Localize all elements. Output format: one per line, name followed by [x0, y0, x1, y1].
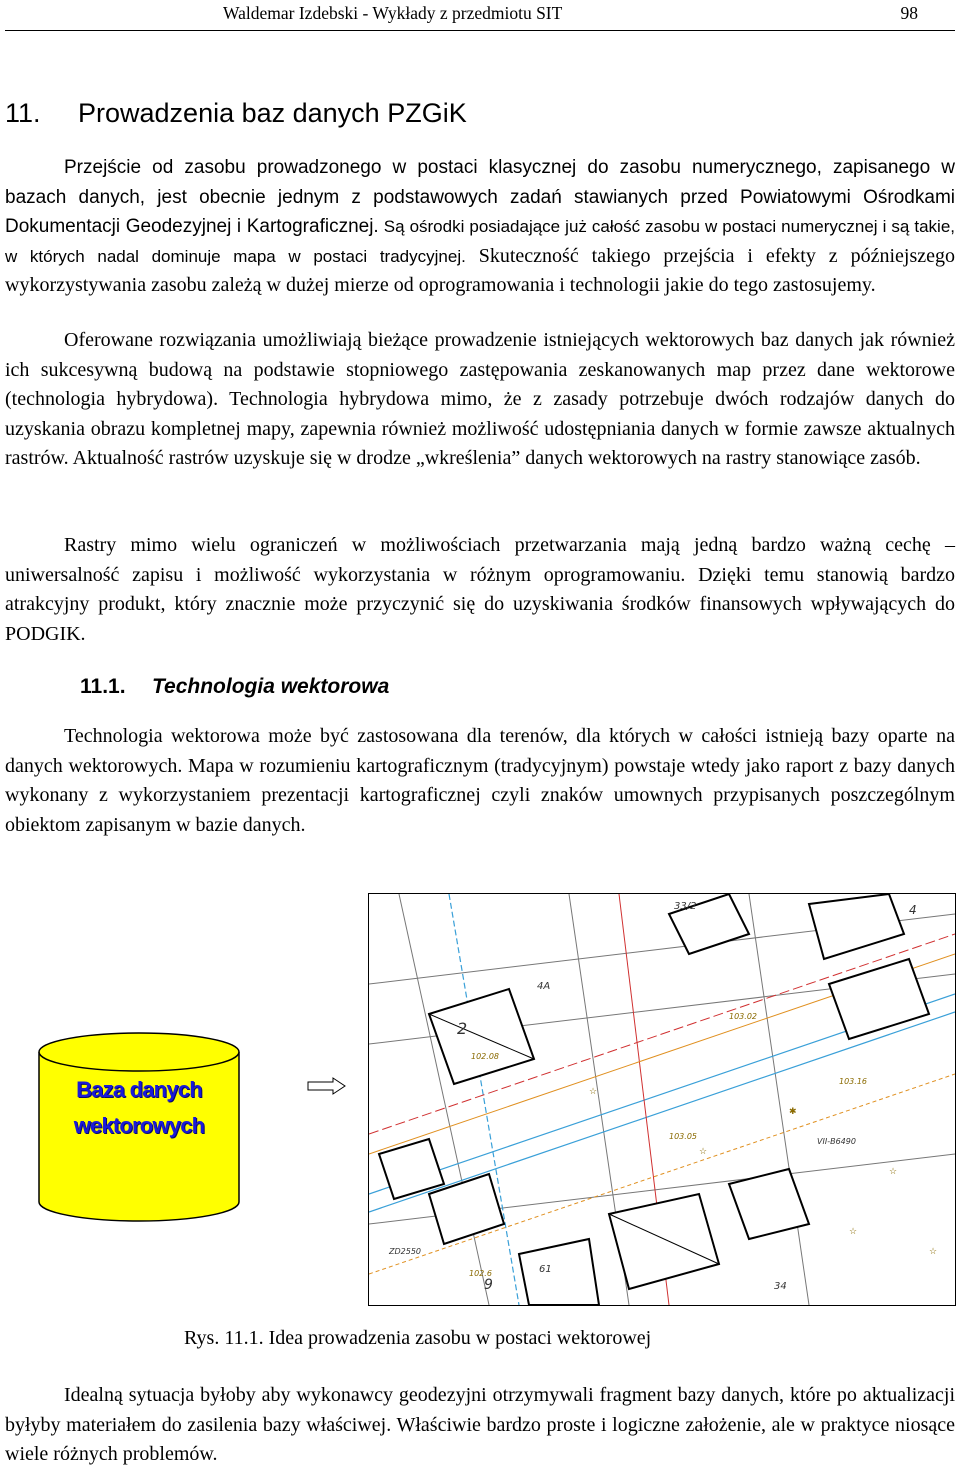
map-label: 33/2 [674, 901, 697, 912]
map-label: 61 [539, 1264, 552, 1275]
map-label: 102.08 [471, 1052, 499, 1061]
subsection-title: Technologia wektorowa [152, 675, 390, 698]
header-divider [5, 30, 955, 31]
svg-text:☆: ☆ [889, 1166, 898, 1176]
svg-text:✱: ✱ [789, 1106, 797, 1116]
cylinder-label-line1: Baza danych [76, 1077, 202, 1102]
vector-map-image [368, 893, 956, 1306]
paragraph-2: Oferowane rozwiązania umożliwiają bieżące prowadzenie istniejących wektorowych baz danych jak również ich sukcesywną budową na podstawie stopniowego zastępowania zeskanowanych map przez dane wektorowe (technologia hybrydowa). Technologia hybrydowa mimo, że z zasady potrzebuje dwóch rodzajów danych do uzyskania obrazu kompletnej mapy, zapewnia również możliwość udostępniania danych w formie zawsze aktualnych rastrów. Aktualność rastrów uzyskuje się w drodze „wkreślenia” danych wektorowych na rastry stanowiące zasób. [5, 329, 955, 470]
paragraph-1-sans: Przejście od zasobu prowadzonego w postaci klasycznej do zasobu numerycznego, zapisanego w bazach danych, jest obecnie jednym z podstawowych zadań stawianych przed Powiatowymi Ośrodkami Dokumentacji Geodezyjnej i Kartograficznej. [5, 157, 955, 238]
svg-text:☆: ☆ [849, 1226, 858, 1236]
paragraph-5: Idealną sytuacja byłoby aby wykonawcy geodezyjni otrzymywali fragment bazy danych, które po aktualizacji byłyby materiałem do zasilenia bazy właściwej. Właściwie bardzo proste i logiczne założenie, ale w praktyce niosące wiele różnych problemów. [5, 1384, 955, 1466]
arrow-right-icon [307, 1077, 347, 1095]
section-title: Prowadzenia baz danych PZGiK [78, 98, 467, 128]
header-title: Waldemar Izdebski - Wykłady z przedmiotu SIT [223, 3, 563, 23]
svg-text:☆: ☆ [929, 1246, 938, 1256]
subsection-heading [80, 675, 389, 699]
section-number: 11. [5, 98, 41, 128]
cylinder-label-line2: wektorowych [73, 1113, 205, 1138]
map-label: 4 [909, 903, 917, 917]
paragraph-1-small: Są ośrodki posiadające już całość zasobu w postaci numerycznej i są takie, w których nadal dominuje mapa w postaci tradycyjnej. [5, 217, 956, 266]
paragraph-3: Rastry mimo wielu ograniczeń w możliwościach przetwarzania mają jedną bardzo ważną cechę – uniwersalność zapisu i możliwość wykorzystania w różnym oprogramowaniu. Dzięki temu stanowią bardzo atrakcyjny produkt, który znacznie może przyczynić się do uzyskiwania środków finansowych wpływających do PODGIK. [5, 534, 955, 645]
paragraph-1-serif: Skuteczność takiego przejścia i efekty z późniejszego wykorzystywania zasobu zależą w dużej mierze od oprogramowania i technologii jakie do tego zastosujemy. [5, 244, 955, 297]
svg-text:☆: ☆ [589, 1086, 598, 1096]
map-label: VII-B6490 [817, 1137, 856, 1146]
section-heading [5, 98, 467, 129]
map-label: 102.6 [469, 1269, 492, 1278]
map-label: 103.16 [839, 1077, 867, 1086]
subsection-number: 11.1. [80, 675, 126, 698]
map-label: 4A [537, 981, 551, 992]
cylinder-label [38, 1072, 240, 1144]
map-label: 9 [484, 1277, 493, 1293]
map-label: 103.05 [669, 1132, 697, 1141]
map-label: 34 [774, 1281, 787, 1292]
page-number: 98 [900, 3, 918, 23]
paragraph-4: Technologia wektorowa może być zastosowana dla terenów, dla których w całości istnieją bazy oparte na danych wektorowych. Mapa w rozumieniu kartograficznym (tradycyjnym) powstaje wtedy jako raport z bazy danych wykonany z wykorzystaniem prezentacji kartograficznej czyli znaków umownych przypisanych poszczególnym obiektom zapisanym w bazie danych. [5, 725, 955, 836]
svg-text:☆: ☆ [699, 1146, 708, 1156]
map-label: ZD2550 [389, 1247, 421, 1256]
map-label: 103.02 [729, 1012, 757, 1021]
map-label: 2 [457, 1019, 468, 1038]
paragraph-1 [5, 153, 955, 301]
page-header [0, 0, 960, 30]
figure-caption: Rys. 11.1. Idea prowadzenia zasobu w postaci wektorowej [184, 1327, 652, 1349]
